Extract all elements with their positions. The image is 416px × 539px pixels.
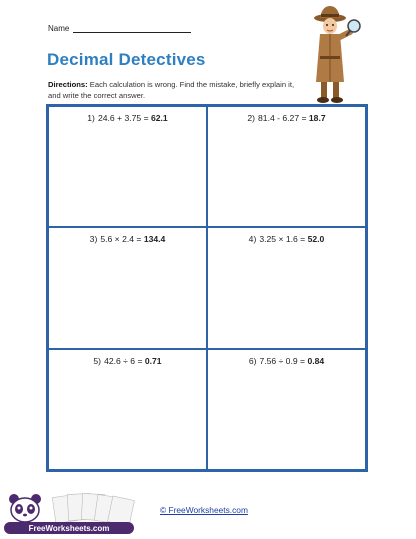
worksheet-title: Decimal Detectives: [47, 50, 206, 69]
wrong-answer: 0.71: [144, 355, 162, 366]
problem-box-1[interactable]: [48, 106, 207, 227]
problem-expression: 3.25 × 1.6 =: [259, 234, 306, 245]
name-label: Name: [48, 24, 70, 33]
problem-number: 4): [248, 234, 257, 245]
problem-6: [208, 356, 365, 366]
panda-mascot-logo: [2, 492, 142, 538]
problem-box-2[interactable]: [207, 106, 366, 227]
wrong-answer: 62.1: [150, 113, 168, 123]
problem-2: [208, 113, 365, 123]
problem-number: 1): [87, 113, 95, 123]
problem-expression: 5.6 × 2.4 =: [100, 234, 142, 245]
footer-link[interactable]: © FreeWorksheets.com: [160, 505, 248, 515]
detective-icon: [306, 4, 362, 104]
problem-grid: [46, 104, 368, 472]
problem-5: [49, 356, 206, 366]
problem-box-3[interactable]: [48, 227, 207, 348]
wrong-answer: 52.0: [307, 234, 325, 245]
problem-1: [49, 113, 206, 123]
problem-expression: 81.4 - 6.27 =: [258, 113, 307, 123]
svg-text:FreeWorksheets.com: FreeWorksheets.com: [28, 524, 110, 533]
problem-box-4[interactable]: [207, 227, 366, 348]
problem-number: 5): [93, 355, 102, 366]
problem-number: 3): [89, 234, 98, 245]
problem-expression: 24.6 + 3.75 =: [97, 113, 149, 123]
problem-number: 6): [248, 355, 257, 366]
directions-label: Directions:: [48, 80, 88, 89]
name-line[interactable]: [73, 24, 191, 33]
directions-text: Each calculation is wrong. Find the mistake, briefly explain it, and write the correct answer.: [48, 80, 295, 100]
problem-box-5[interactable]: [48, 349, 207, 470]
problem-expression: 7.56 ÷ 0.9 =: [259, 355, 306, 366]
wrong-answer: 18.7: [308, 113, 326, 123]
problem-expression: 42.6 ÷ 6 =: [104, 355, 143, 366]
wrong-answer: 134.4: [143, 234, 166, 245]
problem-4: [208, 234, 365, 244]
directions: [48, 80, 306, 101]
name-field-row: [48, 24, 191, 33]
problem-number: 2): [247, 113, 256, 123]
problem-box-6[interactable]: [207, 349, 366, 470]
problem-3: [49, 234, 206, 244]
wrong-answer: 0.84: [307, 355, 325, 366]
